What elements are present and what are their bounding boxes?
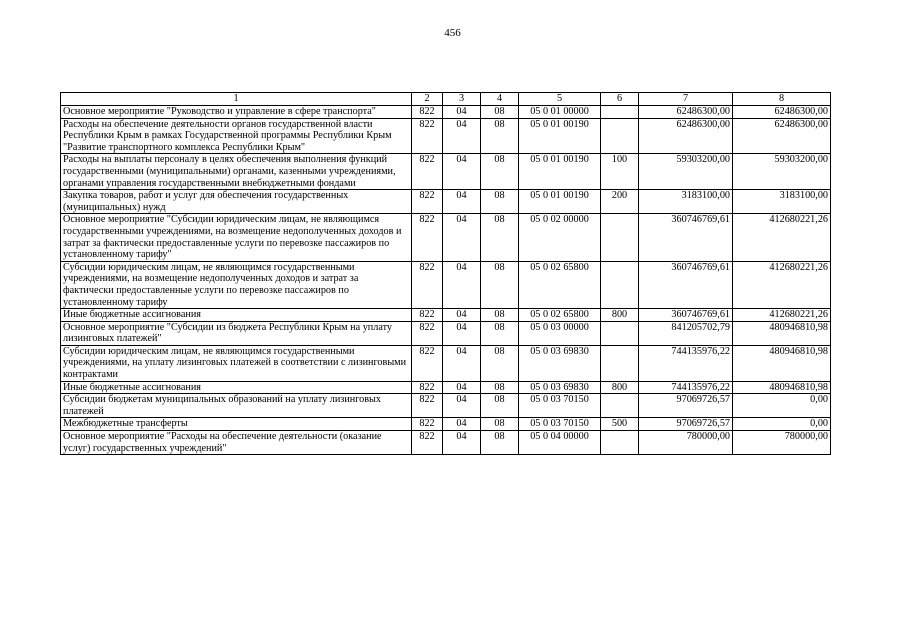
row-name: Субсидии юридическим лицам, не являющимся государственными учреждениями, на уплату лизинговых платежей в соответствии с лизинговыми контрактами [61, 345, 412, 381]
row-amount-2: 412680221,26 [733, 261, 831, 308]
row-target-code: 05 0 01 00190 [519, 118, 601, 154]
row-expense-type: 500 [601, 418, 639, 431]
row-subsection: 08 [481, 418, 519, 431]
row-amount-1: 780000,00 [639, 431, 733, 455]
row-amount-2: 0,00 [733, 394, 831, 418]
row-amount-2: 0,00 [733, 418, 831, 431]
row-section: 04 [443, 309, 481, 322]
header-cell: 4 [481, 93, 519, 106]
row-amount-2: 480946810,98 [733, 321, 831, 345]
row-target-code: 05 0 03 69830 [519, 381, 601, 394]
row-subsection: 08 [481, 106, 519, 119]
row-section: 04 [443, 214, 481, 261]
table-row [61, 309, 831, 322]
row-amount-1: 360746769,61 [639, 261, 733, 308]
row-amount-2: 59303200,00 [733, 154, 831, 190]
row-admin-code: 822 [412, 418, 443, 431]
row-subsection: 08 [481, 345, 519, 381]
row-target-code: 05 0 02 00000 [519, 214, 601, 261]
header-cell: 1 [61, 93, 412, 106]
row-section: 04 [443, 431, 481, 455]
row-name: Расходы на выплаты персоналу в целях обеспечения выполнения функций государственными (муниципальными) органами, казенными учреждениями, органами управления государственными внебюджетными фондами [61, 154, 412, 190]
row-section: 04 [443, 154, 481, 190]
row-target-code: 05 0 03 70150 [519, 394, 601, 418]
row-expense-type: 200 [601, 190, 639, 214]
table-row [61, 345, 831, 381]
table-row [61, 431, 831, 455]
row-amount-1: 3183100,00 [639, 190, 733, 214]
row-target-code: 05 0 02 65800 [519, 309, 601, 322]
row-amount-1: 841205702,79 [639, 321, 733, 345]
row-target-code: 05 0 01 00000 [519, 106, 601, 119]
row-amount-2: 62486300,00 [733, 106, 831, 119]
row-name: Иные бюджетные ассигнования [61, 309, 412, 322]
row-subsection: 08 [481, 381, 519, 394]
row-admin-code: 822 [412, 309, 443, 322]
page-number: 456 [444, 27, 461, 39]
row-amount-2: 480946810,98 [733, 345, 831, 381]
row-subsection: 08 [481, 118, 519, 154]
row-target-code: 05 0 02 65800 [519, 261, 601, 308]
row-subsection: 08 [481, 261, 519, 308]
header-cell: 3 [443, 93, 481, 106]
row-section: 04 [443, 345, 481, 381]
row-admin-code: 822 [412, 190, 443, 214]
row-amount-2: 3183100,00 [733, 190, 831, 214]
row-name: Субсидии юридическим лицам, не являющимся государственными учреждениями, на возмещение недополученных доходов и затрат за фактически предоставленные услуги по перевозке пассажиров по установленному тарифу [61, 261, 412, 308]
row-expense-type [601, 321, 639, 345]
header-cell: 6 [601, 93, 639, 106]
row-admin-code: 822 [412, 394, 443, 418]
table-row [61, 190, 831, 214]
row-name: Основное мероприятие "Расходы на обеспечение деятельности (оказание услуг) государственных учреждений" [61, 431, 412, 455]
row-subsection: 08 [481, 431, 519, 455]
row-target-code: 05 0 01 00190 [519, 154, 601, 190]
row-amount-1: 744135976,22 [639, 381, 733, 394]
row-expense-type: 800 [601, 309, 639, 322]
row-name: Основное мероприятие "Субсидии из бюджета Республики Крым на уплату лизинговых платежей" [61, 321, 412, 345]
row-expense-type: 800 [601, 381, 639, 394]
row-name: Иные бюджетные ассигнования [61, 381, 412, 394]
budget-table [60, 92, 831, 455]
row-admin-code: 822 [412, 345, 443, 381]
row-name: Межбюджетные трансферты [61, 418, 412, 431]
row-amount-2: 412680221,26 [733, 214, 831, 261]
header-cell: 8 [733, 93, 831, 106]
row-amount-2: 412680221,26 [733, 309, 831, 322]
table-row [61, 381, 831, 394]
row-name: Закупка товаров, работ и услуг для обеспечения государственных (муниципальных) нужд [61, 190, 412, 214]
row-expense-type [601, 214, 639, 261]
table-row [61, 214, 831, 261]
row-admin-code: 822 [412, 261, 443, 308]
row-section: 04 [443, 381, 481, 394]
row-name: Основное мероприятие "Руководство и управление в сфере транспорта" [61, 106, 412, 119]
row-subsection: 08 [481, 309, 519, 322]
row-name: Расходы на обеспечение деятельности органов государственной власти Республики Крым в рамках Государственной программы Республики Крым "Развитие транспортного комплекса Республики Крым" [61, 118, 412, 154]
row-section: 04 [443, 118, 481, 154]
row-subsection: 08 [481, 154, 519, 190]
row-target-code: 05 0 03 00000 [519, 321, 601, 345]
row-subsection: 08 [481, 190, 519, 214]
row-admin-code: 822 [412, 154, 443, 190]
table-row [61, 321, 831, 345]
header-row [61, 93, 831, 106]
table-row [61, 106, 831, 119]
row-amount-2: 780000,00 [733, 431, 831, 455]
row-section: 04 [443, 321, 481, 345]
row-target-code: 05 0 03 70150 [519, 418, 601, 431]
row-expense-type: 100 [601, 154, 639, 190]
row-expense-type [601, 345, 639, 381]
row-admin-code: 822 [412, 214, 443, 261]
row-expense-type [601, 118, 639, 154]
row-admin-code: 822 [412, 106, 443, 119]
row-amount-1: 97069726,57 [639, 394, 733, 418]
table-row [61, 154, 831, 190]
row-admin-code: 822 [412, 321, 443, 345]
row-amount-2: 480946810,98 [733, 381, 831, 394]
table-row [61, 118, 831, 154]
header-cell: 2 [412, 93, 443, 106]
table-row [61, 418, 831, 431]
row-amount-1: 62486300,00 [639, 106, 733, 119]
row-target-code: 05 0 03 69830 [519, 345, 601, 381]
header-cell: 7 [639, 93, 733, 106]
row-name: Основное мероприятие "Субсидии юридическим лицам, не являющимся государственными учреждениями, на возмещение недополученных доходов и затрат за фактически предоставленные услуги по перевозке пассажиров по установленному тарифу" [61, 214, 412, 261]
row-amount-1: 360746769,61 [639, 309, 733, 322]
row-amount-1: 59303200,00 [639, 154, 733, 190]
row-amount-2: 62486300,00 [733, 118, 831, 154]
row-expense-type [601, 261, 639, 308]
row-section: 04 [443, 106, 481, 119]
row-subsection: 08 [481, 321, 519, 345]
row-amount-1: 62486300,00 [639, 118, 733, 154]
header-cell: 5 [519, 93, 601, 106]
row-amount-1: 97069726,57 [639, 418, 733, 431]
row-section: 04 [443, 190, 481, 214]
row-section: 04 [443, 261, 481, 308]
row-admin-code: 822 [412, 431, 443, 455]
row-name: Субсидии бюджетам муниципальных образований на уплату лизинговых платежей [61, 394, 412, 418]
row-admin-code: 822 [412, 381, 443, 394]
row-expense-type [601, 106, 639, 119]
row-target-code: 05 0 01 00190 [519, 190, 601, 214]
row-section: 04 [443, 418, 481, 431]
table-row [61, 261, 831, 308]
row-admin-code: 822 [412, 118, 443, 154]
row-target-code: 05 0 04 00000 [519, 431, 601, 455]
row-expense-type [601, 431, 639, 455]
row-section: 04 [443, 394, 481, 418]
row-subsection: 08 [481, 394, 519, 418]
row-expense-type [601, 394, 639, 418]
row-amount-1: 360746769,61 [639, 214, 733, 261]
row-subsection: 08 [481, 214, 519, 261]
row-amount-1: 744135976,22 [639, 345, 733, 381]
table-row [61, 394, 831, 418]
